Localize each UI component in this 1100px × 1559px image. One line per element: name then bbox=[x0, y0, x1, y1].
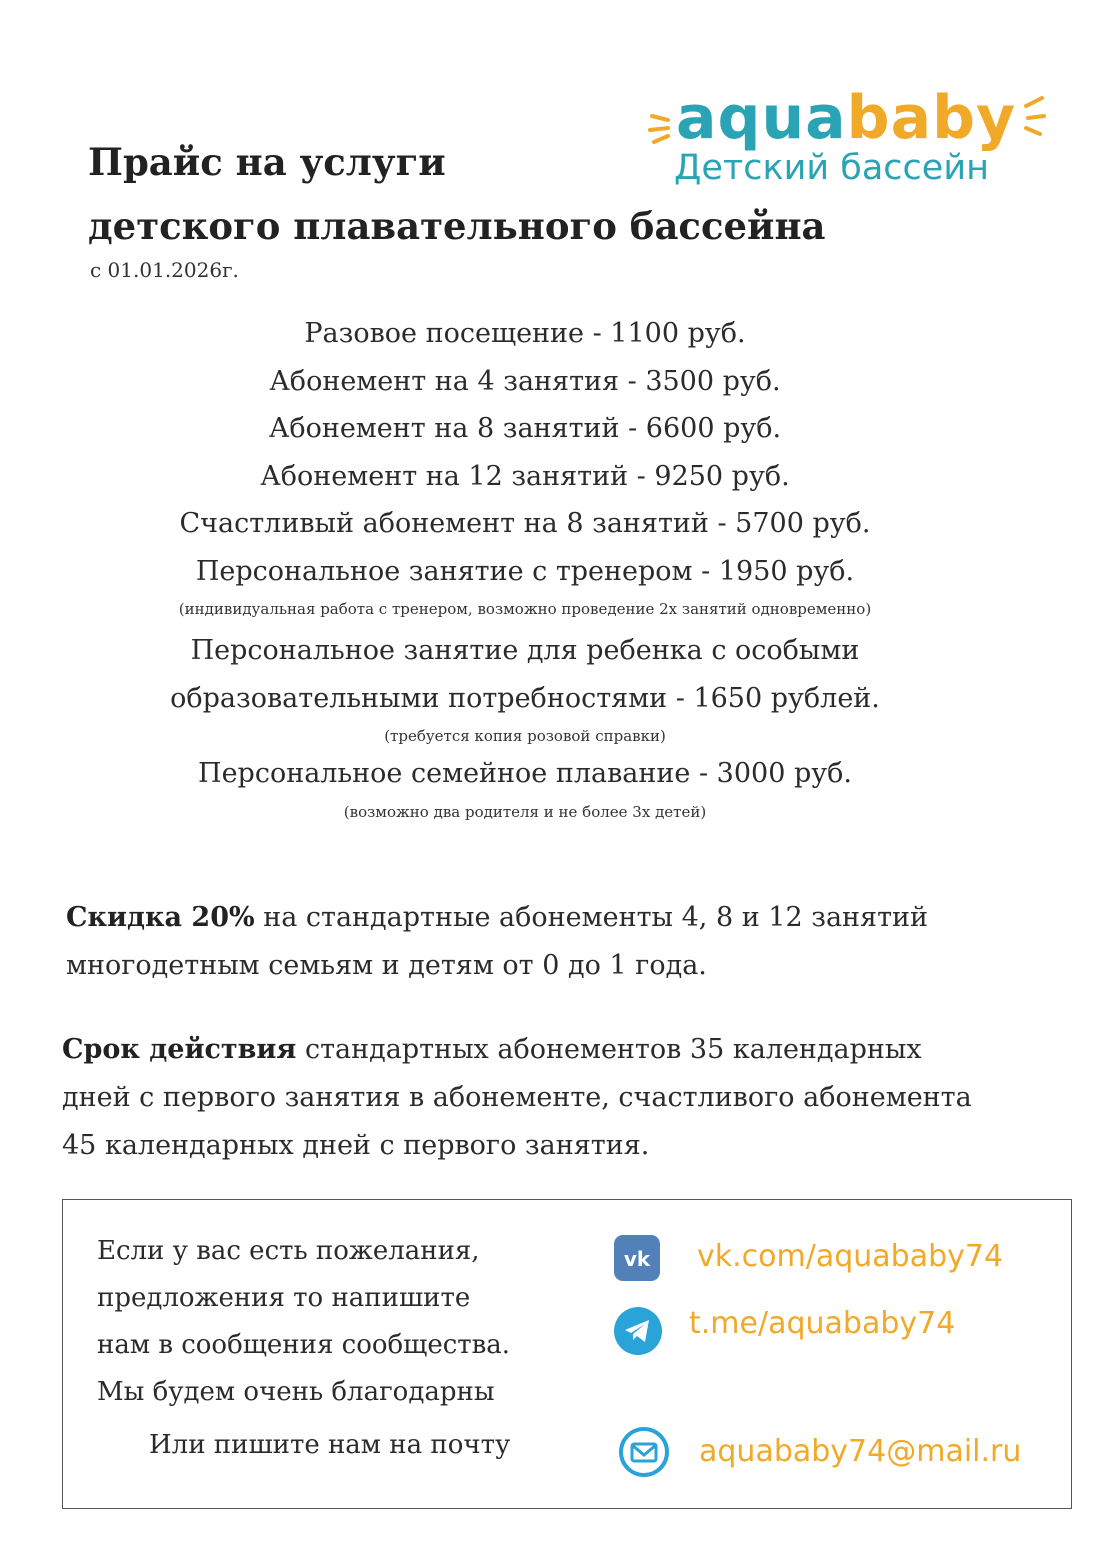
price-personal-note: (индивидуальная работа с тренером, возможно проведение 2х занятий одновременно) bbox=[178, 600, 872, 618]
price-subscription-12: Абонемент на 12 занятий - 9250 руб. bbox=[260, 460, 790, 492]
price-family-note: (возможно два родителя и не более 3х детей) bbox=[343, 802, 707, 821]
page-title bbox=[88, 130, 826, 258]
validity-paragraph bbox=[62, 1026, 972, 1170]
contact-line-3: нам в сообщения сообщества. bbox=[97, 1330, 511, 1360]
discount-line-2: многодетным семьям и детям от 0 до 1 года. bbox=[66, 950, 707, 981]
contact-line-1: Если у вас есть пожелания, bbox=[97, 1236, 480, 1266]
validity-label: Срок действия bbox=[62, 1034, 297, 1065]
contact-line-4: Мы будем очень благодарны bbox=[97, 1377, 495, 1407]
discount-line-1: на стандартные абонементы 4, 8 и 12 занятий bbox=[254, 902, 929, 933]
email-link[interactable]: aquababy74@mail.ru bbox=[699, 1434, 1022, 1469]
title-line-2: детского плавательного бассейна bbox=[88, 204, 826, 248]
telegram-link[interactable]: t.me/aquababy74 bbox=[689, 1306, 956, 1341]
discount-label: Скидка 20% bbox=[66, 902, 255, 933]
price-single-visit: Разовое посещение - 1100 руб. bbox=[304, 318, 746, 349]
price-subscription-8: Абонемент на 8 занятий - 6600 руб. bbox=[268, 413, 782, 444]
price-subscription-4: Абонемент на 4 занятия - 3500 руб. bbox=[269, 365, 781, 397]
price-special-needs-note: (требуется копия розовой справки) bbox=[384, 727, 666, 745]
telegram-icon[interactable] bbox=[614, 1307, 662, 1355]
vk-link[interactable]: vk.com/aquababy74 bbox=[697, 1239, 1004, 1274]
price-special-needs-line-2: образовательными потребностями - 1650 рублей. bbox=[170, 682, 880, 714]
vk-icon[interactable] bbox=[614, 1235, 660, 1281]
discount-paragraph bbox=[66, 894, 928, 990]
contact-line-2: предложения то напишите bbox=[97, 1283, 471, 1313]
email-prompt: Или пишите нам на почту bbox=[149, 1430, 511, 1460]
validity-line-3: 45 календарных дней с первого занятия. bbox=[62, 1130, 650, 1161]
validity-line-2: дней с первого занятия в абонементе, счастливого абонемента bbox=[62, 1082, 972, 1113]
title-line-1: Прайс на услуги bbox=[88, 140, 446, 184]
validity-line-1: стандартных абонементов 35 календарных bbox=[296, 1034, 922, 1065]
logo-subtitle: Детский бассейн bbox=[674, 148, 989, 188]
logo-wordmark: aquababy bbox=[676, 83, 1017, 153]
contact-box bbox=[62, 1199, 1072, 1509]
price-special-needs-line-1: Персональное занятие для ребенка с особыми bbox=[190, 635, 860, 666]
price-personal-trainer: Персональное занятие с тренером - 1950 руб. bbox=[195, 555, 855, 587]
vk-icon-letters: vk bbox=[623, 1247, 651, 1271]
price-happy-subscription: Счастливый абонемент на 8 занятий - 5700 руб. bbox=[179, 508, 871, 539]
price-list bbox=[30, 310, 1020, 826]
splash-right-icon bbox=[1022, 94, 1048, 138]
effective-date: с 01.01.2026г. bbox=[90, 258, 239, 282]
mail-icon[interactable] bbox=[618, 1426, 670, 1478]
price-family-swim: Персональное семейное плавание - 3000 руб. bbox=[198, 758, 852, 789]
contact-message bbox=[97, 1228, 510, 1416]
